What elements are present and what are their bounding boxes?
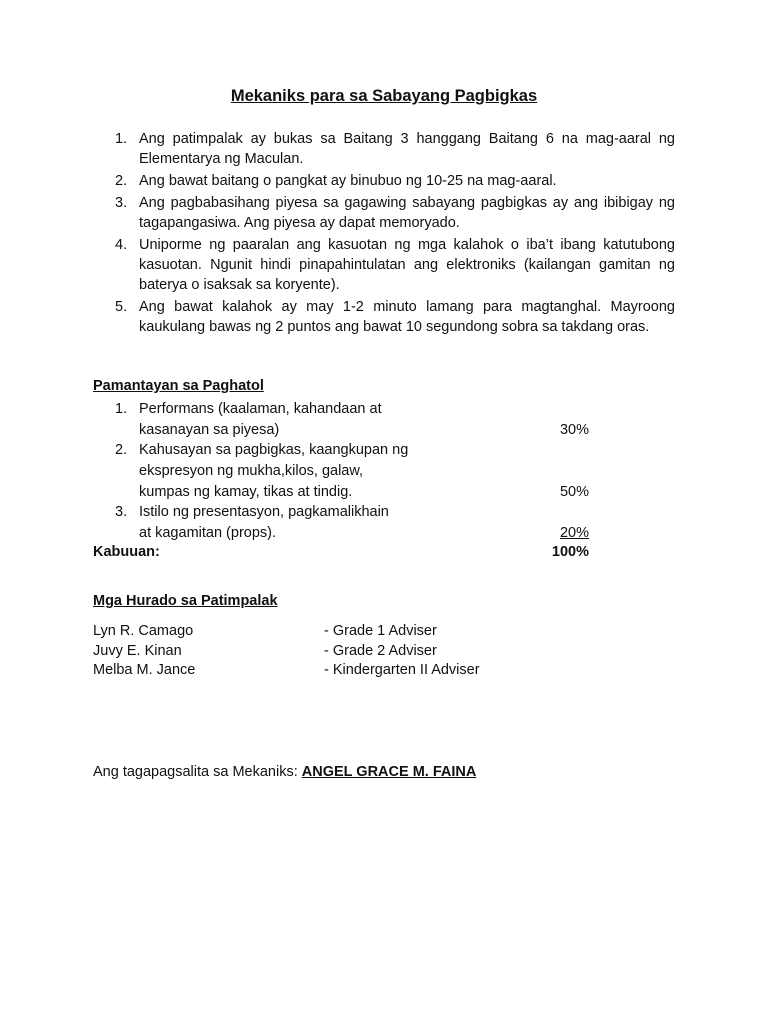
- mechanics-item-number: 4.: [115, 237, 128, 253]
- mechanics-item-2: [109, 171, 675, 191]
- mechanics-item-text: Ang pagbabasihang piyesa sa gagawing sabayang pagbigkas ay ang ibibigay: [139, 195, 654, 211]
- criteria-item-text: Performans (kaalaman, kahandaan at: [139, 401, 382, 417]
- judges-list: [93, 622, 573, 681]
- judges-heading: Mga Hurado sa Patimpalak: [93, 593, 278, 609]
- judge-role: - Kindergarten II Adviser: [324, 662, 480, 678]
- total-label: Kabuuan:: [93, 544, 160, 560]
- criteria-heading: Pamantayan sa Paghatol: [93, 378, 264, 394]
- mechanics-item-text: kasuotan. Ngunit hindi pinapahintulatan ang elektroniks (kailangan gamitan: [139, 257, 651, 273]
- criteria-item-number: 1.: [115, 401, 128, 417]
- judge-row: [93, 642, 573, 662]
- speaker-line: [93, 764, 476, 780]
- mechanics-item-text: Ang bawat baitang o pangkat ay binubuo ng 10-25 na mag-aaral.: [139, 173, 557, 189]
- judge-name: Juvy E. Kinan: [93, 642, 182, 659]
- mechanics-item-text: oras.: [617, 319, 650, 335]
- judge-name: Lyn R. Camago: [93, 623, 194, 639]
- mechanics-item-3: [109, 193, 675, 233]
- criteria-item-number: 2.: [115, 442, 128, 459]
- criteria-item-2: [109, 440, 589, 502]
- judge-name: Melba M. Jance: [93, 662, 196, 678]
- mechanics-item-5: [109, 297, 675, 337]
- document-title: Mekaniks para sa Sabayang Pagbigkas: [230, 87, 538, 105]
- total-row: [93, 544, 589, 564]
- mechanics-item-text: kaukulang bawas ng 2 puntos ang bawat 10 segundong sobra sa takdang: [139, 319, 614, 335]
- mechanics-item-number: 2.: [115, 173, 128, 189]
- mechanics-item-text: Ang bawat kalahok ay may 1-2 minuto lamang para magtanghal. Mayroong: [139, 299, 675, 315]
- mechanics-item-text: Uniporme ng paaralan ang kasuotan ng mga kalahok o iba’t ibang katutubong: [139, 237, 675, 253]
- mechanics-item-text: ng baterya o isaksak sa koryente).: [139, 257, 675, 293]
- judge-row: [93, 661, 573, 681]
- criteria-item-percent: 30%: [559, 421, 589, 438]
- criteria-item-percent: 20%: [559, 525, 589, 542]
- criteria-item-text: kumpas ng kamay, tikas at tindig.: [139, 483, 353, 500]
- criteria-item-text: at kagamitan (props).: [139, 525, 277, 542]
- judge-role: - Grade 1 Adviser: [324, 623, 437, 639]
- mechanics-item-number: 3.: [115, 195, 128, 211]
- mechanics-item-text: ng tagapangasiwa. Ang piyesa ay dapat memoryado.: [139, 195, 675, 231]
- criteria-item-text: Istilo ng presentasyon, pagkamalikhain: [139, 504, 389, 521]
- criteria-item-text: kasanayan sa piyesa): [139, 421, 280, 438]
- criteria-item-text: Kahusayan sa pagbigkas, kaangkupan ng: [139, 442, 409, 459]
- criteria-item-3: [109, 502, 589, 543]
- criteria-list: [109, 399, 589, 544]
- mechanics-list: [109, 129, 675, 339]
- speaker-name: ANGEL GRACE M. FAINA: [301, 764, 477, 780]
- mechanics-item-text: Ang patimpalak ay bukas sa Baitang 3 hanggang Baitang 6 na mag-aaral ng: [139, 131, 675, 147]
- total-percent: 100%: [551, 544, 589, 560]
- speaker-label: Ang tagapagsalita sa Mekaniks:: [93, 764, 298, 780]
- mechanics-item-number: 5.: [115, 299, 128, 315]
- judge-role: - Grade 2 Adviser: [324, 642, 437, 659]
- mechanics-item-1: [109, 129, 675, 169]
- mechanics-item-4: [109, 235, 675, 295]
- criteria-item-1: [109, 399, 589, 440]
- criteria-item-text: ekspresyon ng mukha,kilos, galaw,: [139, 463, 364, 480]
- judge-row: [93, 622, 573, 642]
- criteria-item-percent: 50%: [559, 483, 589, 500]
- mechanics-item-text: Elementarya ng Maculan.: [139, 151, 304, 167]
- mechanics-item-number: 1.: [115, 131, 128, 147]
- criteria-item-number: 3.: [115, 504, 128, 521]
